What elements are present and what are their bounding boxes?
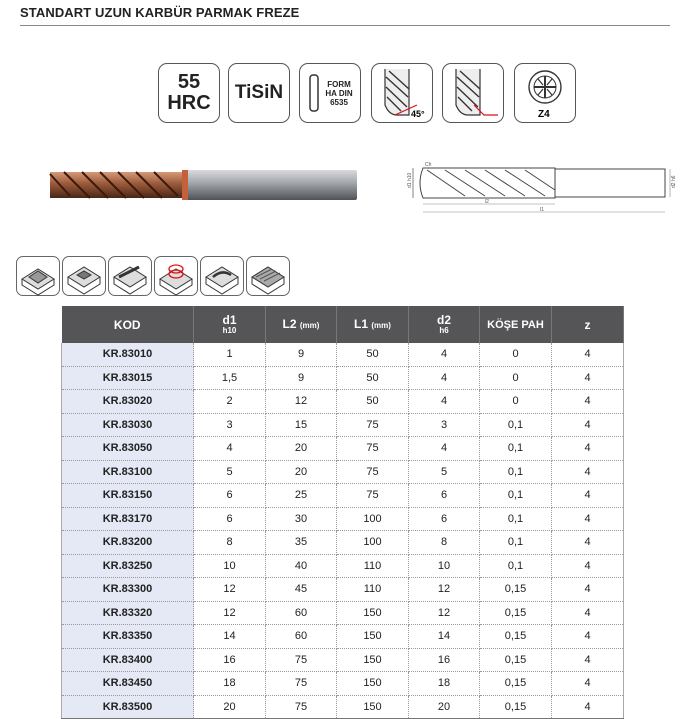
cell-z: 4 xyxy=(552,648,624,672)
cell-code: KR.83200 xyxy=(62,531,194,555)
table-row xyxy=(62,554,624,578)
header-l2: L2 (mm) xyxy=(266,306,337,343)
cell-l2: 30 xyxy=(266,507,337,531)
cell-code: KR.83150 xyxy=(62,484,194,508)
cell-kose-pah: 0,15 xyxy=(480,578,552,602)
cell-code: KR.83100 xyxy=(62,460,194,484)
hardness-unit: HRC xyxy=(167,92,211,114)
form-badge xyxy=(299,63,361,123)
spec-table xyxy=(61,306,624,719)
drawing-chamfer-label: Ch xyxy=(425,162,432,168)
cell-d1: 1 xyxy=(194,343,266,366)
coating-badge xyxy=(228,63,290,123)
cell-d1: 18 xyxy=(194,672,266,696)
cell-l1: 150 xyxy=(337,672,409,696)
page-title: STANDART UZUN KARBÜR PARMAK FREZE xyxy=(20,5,300,20)
cell-kose-pah: 0,1 xyxy=(480,413,552,437)
table-row xyxy=(62,366,624,390)
cell-kose-pah: 0,1 xyxy=(480,460,552,484)
cell-z: 4 xyxy=(552,625,624,649)
cell-d1: 5 xyxy=(194,460,266,484)
cell-d2: 10 xyxy=(409,554,480,578)
cell-d1: 20 xyxy=(194,695,266,719)
cell-d2: 12 xyxy=(409,578,480,602)
table-row xyxy=(62,460,624,484)
plunge-icon xyxy=(154,256,198,296)
helix-angle-badge xyxy=(371,63,433,123)
cell-code: KR.83170 xyxy=(62,507,194,531)
cell-code: KR.83250 xyxy=(62,554,194,578)
table-row xyxy=(62,695,624,719)
cell-d1: 14 xyxy=(194,625,266,649)
technical-drawing xyxy=(405,158,675,218)
cell-z: 4 xyxy=(552,531,624,555)
cell-d2: 4 xyxy=(409,366,480,390)
cell-z: 4 xyxy=(552,554,624,578)
flutes-badge xyxy=(514,63,576,123)
cell-code: KR.83500 xyxy=(62,695,194,719)
cell-l2: 15 xyxy=(266,413,337,437)
cell-d1: 4 xyxy=(194,437,266,461)
end-mill-photo xyxy=(50,158,362,206)
cell-kose-pah: 0,1 xyxy=(480,484,552,508)
cell-z: 4 xyxy=(552,578,624,602)
cell-z: 4 xyxy=(552,695,624,719)
cell-d1: 3 xyxy=(194,413,266,437)
cell-l1: 50 xyxy=(337,343,409,366)
cell-l2: 75 xyxy=(266,695,337,719)
hardness-value: 55 xyxy=(177,71,201,93)
table-row xyxy=(62,625,624,649)
cell-z: 4 xyxy=(552,601,624,625)
cell-kose-pah: 0,1 xyxy=(480,554,552,578)
drawing-d1-label: d1 h10 xyxy=(407,172,413,188)
pocketing-icon xyxy=(62,256,106,296)
cell-kose-pah: 0,15 xyxy=(480,625,552,649)
cell-l2: 9 xyxy=(266,343,337,366)
cell-d2: 4 xyxy=(409,343,480,366)
cell-d1: 6 xyxy=(194,484,266,508)
helix-45-icon xyxy=(373,65,431,121)
cell-code: KR.83400 xyxy=(62,648,194,672)
header-l1: L1 (mm) xyxy=(337,306,409,343)
cell-code: KR.83450 xyxy=(62,672,194,696)
cell-d2: 18 xyxy=(409,672,480,696)
cell-d2: 3 xyxy=(409,413,480,437)
flutes-label: Z4 xyxy=(538,109,550,120)
four-flute-end-icon xyxy=(516,65,574,121)
cell-l1: 100 xyxy=(337,531,409,555)
cell-kose-pah: 0,15 xyxy=(480,648,552,672)
cell-l2: 40 xyxy=(266,554,337,578)
cell-l2: 20 xyxy=(266,460,337,484)
cell-kose-pah: 0 xyxy=(480,366,552,390)
form-line-1: FORM xyxy=(327,79,351,89)
cell-d1: 16 xyxy=(194,648,266,672)
cell-d1: 12 xyxy=(194,578,266,602)
coating-label: TiSiN xyxy=(234,82,284,103)
helix-angle-label: 45° xyxy=(411,109,425,119)
cell-l1: 110 xyxy=(337,578,409,602)
header-kose-pah: KÖŞE PAH xyxy=(480,306,552,343)
cell-z: 4 xyxy=(552,413,624,437)
cell-z: 4 xyxy=(552,366,624,390)
cell-l2: 45 xyxy=(266,578,337,602)
cell-l2: 35 xyxy=(266,531,337,555)
cell-kose-pah: 0,15 xyxy=(480,695,552,719)
cell-d2: 6 xyxy=(409,484,480,508)
header-z: z xyxy=(552,306,624,343)
face-milling-icon xyxy=(246,256,290,296)
table-row xyxy=(62,343,624,366)
cell-l2: 12 xyxy=(266,390,337,414)
cell-l2: 20 xyxy=(266,437,337,461)
cell-l1: 75 xyxy=(337,437,409,461)
header-d2: d2 h6 xyxy=(409,306,480,343)
header-kod: KOD xyxy=(62,306,194,343)
operation-icons xyxy=(16,256,290,296)
drawing-l1-label: l1 xyxy=(540,207,544,213)
form-line-2: HA DIN xyxy=(325,88,353,98)
cell-l1: 110 xyxy=(337,554,409,578)
cell-code: KR.83015 xyxy=(62,366,194,390)
cell-code: KR.83030 xyxy=(62,413,194,437)
cell-d2: 4 xyxy=(409,437,480,461)
cell-l1: 50 xyxy=(337,390,409,414)
cell-l1: 150 xyxy=(337,625,409,649)
end-mill-side-icon xyxy=(444,65,502,121)
cell-z: 4 xyxy=(552,672,624,696)
cell-z: 4 xyxy=(552,343,624,366)
slotting-icon xyxy=(16,256,60,296)
table-row xyxy=(62,672,624,696)
cell-kose-pah: 0 xyxy=(480,343,552,366)
cell-l1: 75 xyxy=(337,460,409,484)
cell-l1: 150 xyxy=(337,695,409,719)
table-row xyxy=(62,484,624,508)
cell-d2: 6 xyxy=(409,507,480,531)
cell-l2: 60 xyxy=(266,625,337,649)
table-row xyxy=(62,578,624,602)
cell-code: KR.83300 xyxy=(62,578,194,602)
cell-l2: 75 xyxy=(266,672,337,696)
cell-l2: 9 xyxy=(266,366,337,390)
cell-code: KR.83010 xyxy=(62,343,194,366)
cell-kose-pah: 0,1 xyxy=(480,531,552,555)
form-line-3: 6535 xyxy=(330,97,348,107)
cell-d1: 12 xyxy=(194,601,266,625)
cell-kose-pah: 0,15 xyxy=(480,672,552,696)
title-divider xyxy=(20,25,670,26)
cell-d2: 4 xyxy=(409,390,480,414)
header-d1: d1 h10 xyxy=(194,306,266,343)
cell-l1: 150 xyxy=(337,648,409,672)
cell-l1: 50 xyxy=(337,366,409,390)
table-row xyxy=(62,507,624,531)
cell-d1: 8 xyxy=(194,531,266,555)
cell-kose-pah: 0 xyxy=(480,390,552,414)
drawing-d2-label: d2 h6 xyxy=(671,175,677,188)
drawing-l2-label: l2 xyxy=(485,199,489,205)
cell-d1: 1,5 xyxy=(194,366,266,390)
cell-l2: 25 xyxy=(266,484,337,508)
cell-z: 4 xyxy=(552,484,624,508)
table-row xyxy=(62,390,624,414)
cell-kose-pah: 0,1 xyxy=(480,507,552,531)
cell-z: 4 xyxy=(552,460,624,484)
cell-d2: 20 xyxy=(409,695,480,719)
cell-l1: 150 xyxy=(337,601,409,625)
side-milling-icon xyxy=(108,256,152,296)
table-row xyxy=(62,437,624,461)
table-row xyxy=(62,601,624,625)
cell-l1: 100 xyxy=(337,507,409,531)
cell-d1: 10 xyxy=(194,554,266,578)
cell-kose-pah: 0,15 xyxy=(480,601,552,625)
cell-d2: 8 xyxy=(409,531,480,555)
cell-l2: 60 xyxy=(266,601,337,625)
cell-code: KR.83350 xyxy=(62,625,194,649)
cell-z: 4 xyxy=(552,437,624,461)
helix-geometry-badge xyxy=(442,63,504,123)
cell-l2: 75 xyxy=(266,648,337,672)
cell-z: 4 xyxy=(552,507,624,531)
cell-d1: 2 xyxy=(194,390,266,414)
cell-d2: 16 xyxy=(409,648,480,672)
contour-icon xyxy=(200,256,244,296)
table-row xyxy=(62,648,624,672)
cell-code: KR.83320 xyxy=(62,601,194,625)
cell-d2: 5 xyxy=(409,460,480,484)
shank-form-icon xyxy=(307,73,321,113)
table-header-row xyxy=(62,306,624,343)
table-row xyxy=(62,531,624,555)
cell-l1: 75 xyxy=(337,484,409,508)
cell-z: 4 xyxy=(552,390,624,414)
table-row xyxy=(62,413,624,437)
cell-d1: 6 xyxy=(194,507,266,531)
cell-kose-pah: 0,1 xyxy=(480,437,552,461)
cell-code: KR.83020 xyxy=(62,390,194,414)
cell-d2: 12 xyxy=(409,601,480,625)
hardness-badge xyxy=(158,63,220,123)
cell-code: KR.83050 xyxy=(62,437,194,461)
cell-l1: 75 xyxy=(337,413,409,437)
cell-d2: 14 xyxy=(409,625,480,649)
